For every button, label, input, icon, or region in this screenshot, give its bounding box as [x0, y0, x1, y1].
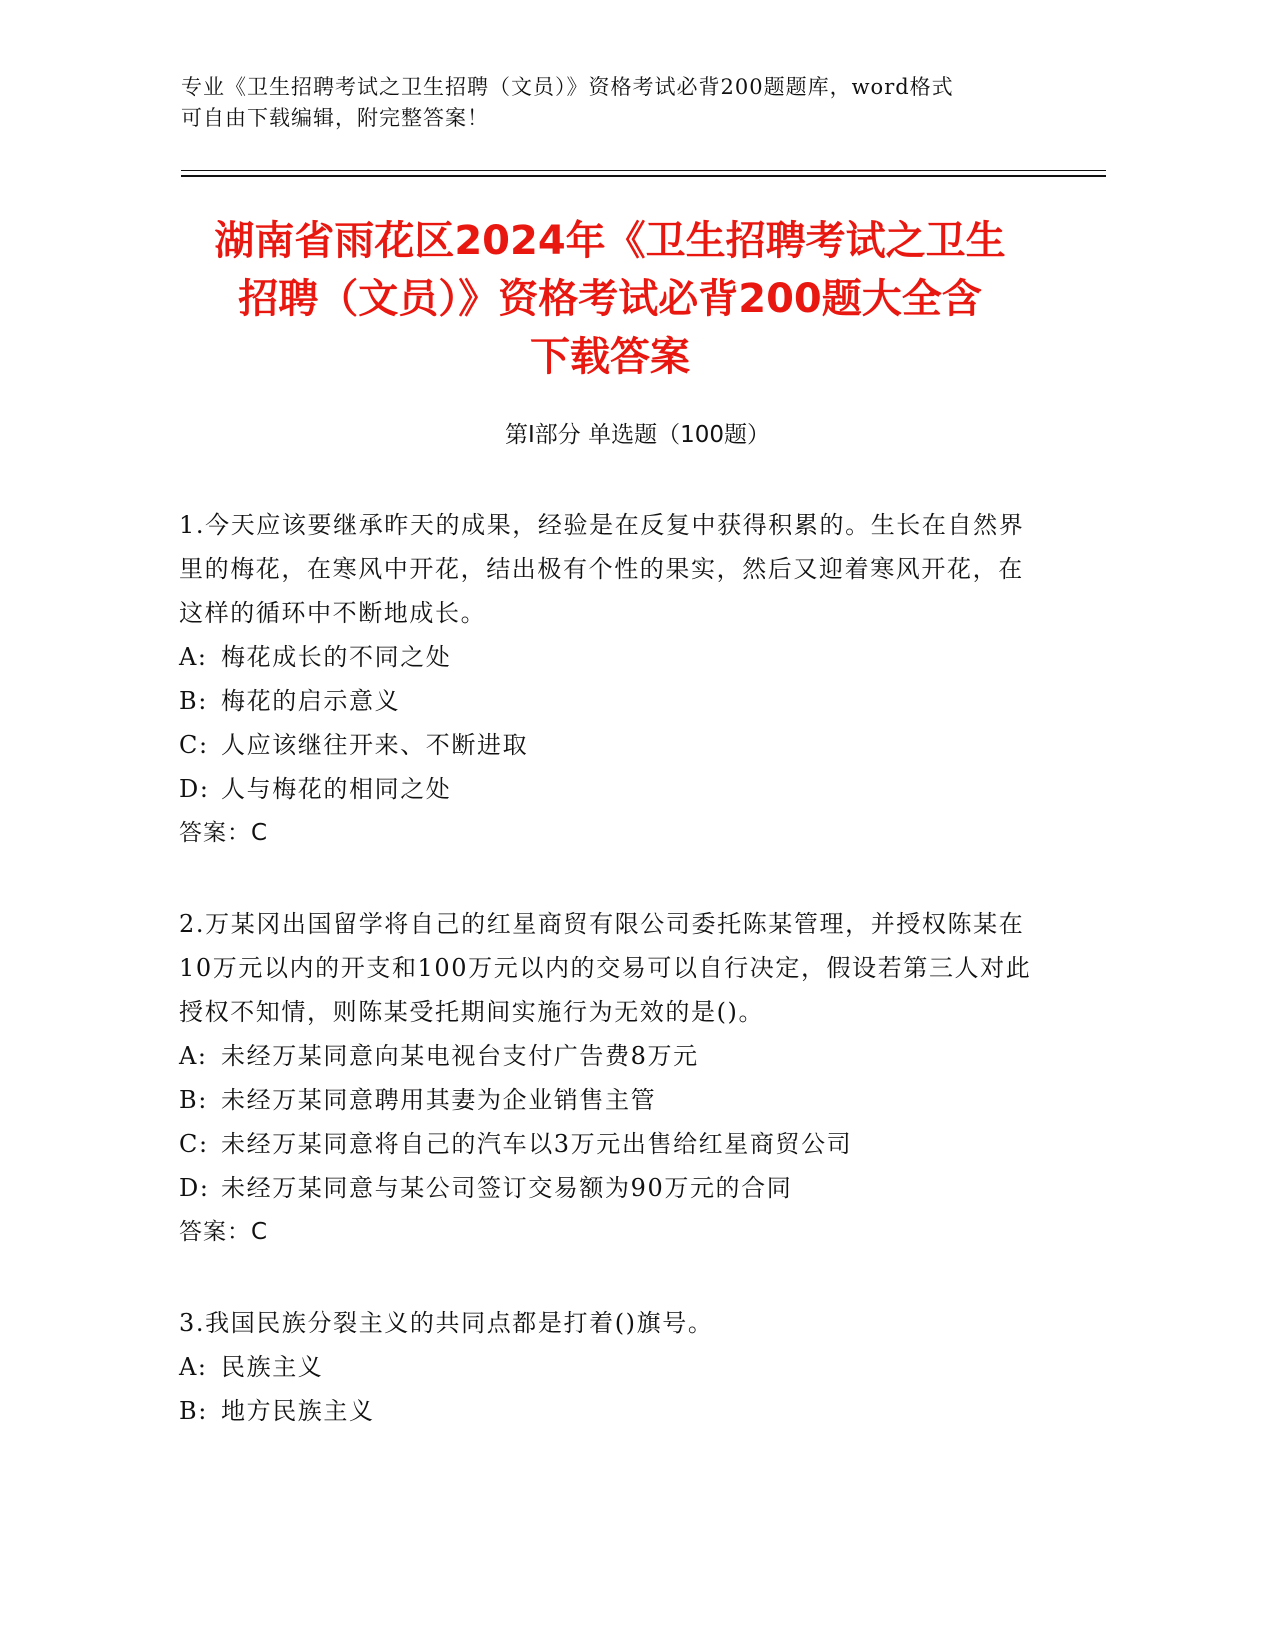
- question-item: [179, 902, 1039, 1254]
- intro-line-1: 专业《卫生招聘考试之卫生招聘（文员）》资格考试必背200题题库，word格式: [181, 75, 954, 99]
- option-text: 民族主义: [221, 1353, 324, 1381]
- question-stem: 3.我国民族分裂主义的共同点都是打着()旗号。: [179, 1309, 714, 1337]
- option-letter: C:: [179, 1130, 209, 1158]
- option-b: [179, 679, 1039, 723]
- option-text: 未经万某同意与某公司签订交易额为90万元的合同: [221, 1174, 793, 1202]
- question-stem: 2.万某冈出国留学将自己的红星商贸有限公司委托陈某管理，并授权陈某在10万元以内的开支和100万元以内的交易可以自行决定，假设若第三人对此授权不知情，则陈某受托期间实施行为无效的是()。: [179, 910, 1032, 1026]
- option-b: [179, 1389, 1039, 1433]
- section-heading: 第Ⅰ部分 单选题（100题）: [505, 422, 770, 448]
- title-line-3: 下载答案: [530, 334, 690, 380]
- option-letter: D:: [179, 1174, 210, 1202]
- option-letter: A:: [179, 643, 208, 671]
- option-text: 梅花成长的不同之处: [221, 643, 452, 671]
- option-text: 未经万某同意将自己的汽车以3万元出售给红星商贸公司: [221, 1130, 853, 1158]
- option-text: 人应该继往开来、不断进取: [221, 731, 529, 759]
- option-letter: A:: [179, 1042, 208, 1070]
- question-item: [179, 503, 1039, 855]
- title-line-1: 湖南省雨花区2024年《卫生招聘考试之卫生: [214, 218, 1006, 264]
- answer-line: 答案：C: [179, 820, 269, 846]
- option-b: [179, 1078, 1039, 1122]
- question-item: [179, 1301, 1039, 1433]
- option-text: 地方民族主义: [221, 1397, 375, 1425]
- title-line-2: 招聘（文员）》资格考试必背200题大全含: [238, 276, 982, 322]
- header-divider-thick: [181, 175, 1106, 177]
- option-a: [179, 1034, 1039, 1078]
- option-a: [179, 1345, 1039, 1389]
- option-d: [179, 1166, 1039, 1210]
- question-stem: 1.今天应该要继承昨天的成果，经验是在反复中获得积累的。生长在自然界里的梅花，在寒风中开花，结出极有个性的果实，然后又迎着寒风开花，在这样的循环中不断地成长。: [179, 511, 1025, 627]
- option-d: [179, 767, 1039, 811]
- option-letter: B:: [179, 1086, 208, 1114]
- answer-line: 答案：C: [179, 1219, 269, 1245]
- option-letter: D:: [179, 775, 210, 803]
- intro-line-2: 可自由下载编辑，附完整答案！: [181, 106, 489, 130]
- option-c: [179, 1122, 1039, 1166]
- option-text: 未经万某同意向某电视台支付广告费8万元: [221, 1042, 699, 1070]
- option-letter: C:: [179, 731, 209, 759]
- option-text: 梅花的启示意义: [221, 687, 401, 715]
- intro-text: [181, 72, 1081, 134]
- option-c: [179, 723, 1039, 767]
- option-letter: B:: [179, 687, 208, 715]
- option-text: 人与梅花的相同之处: [221, 775, 452, 803]
- option-letter: B:: [179, 1397, 208, 1425]
- option-text: 未经万某同意聘用其妻为企业销售主管: [221, 1086, 657, 1114]
- option-letter: A:: [179, 1353, 208, 1381]
- question-list: [179, 503, 1039, 1480]
- header-divider-thin: [181, 170, 1106, 171]
- document-title: [170, 212, 1050, 386]
- option-a: [179, 635, 1039, 679]
